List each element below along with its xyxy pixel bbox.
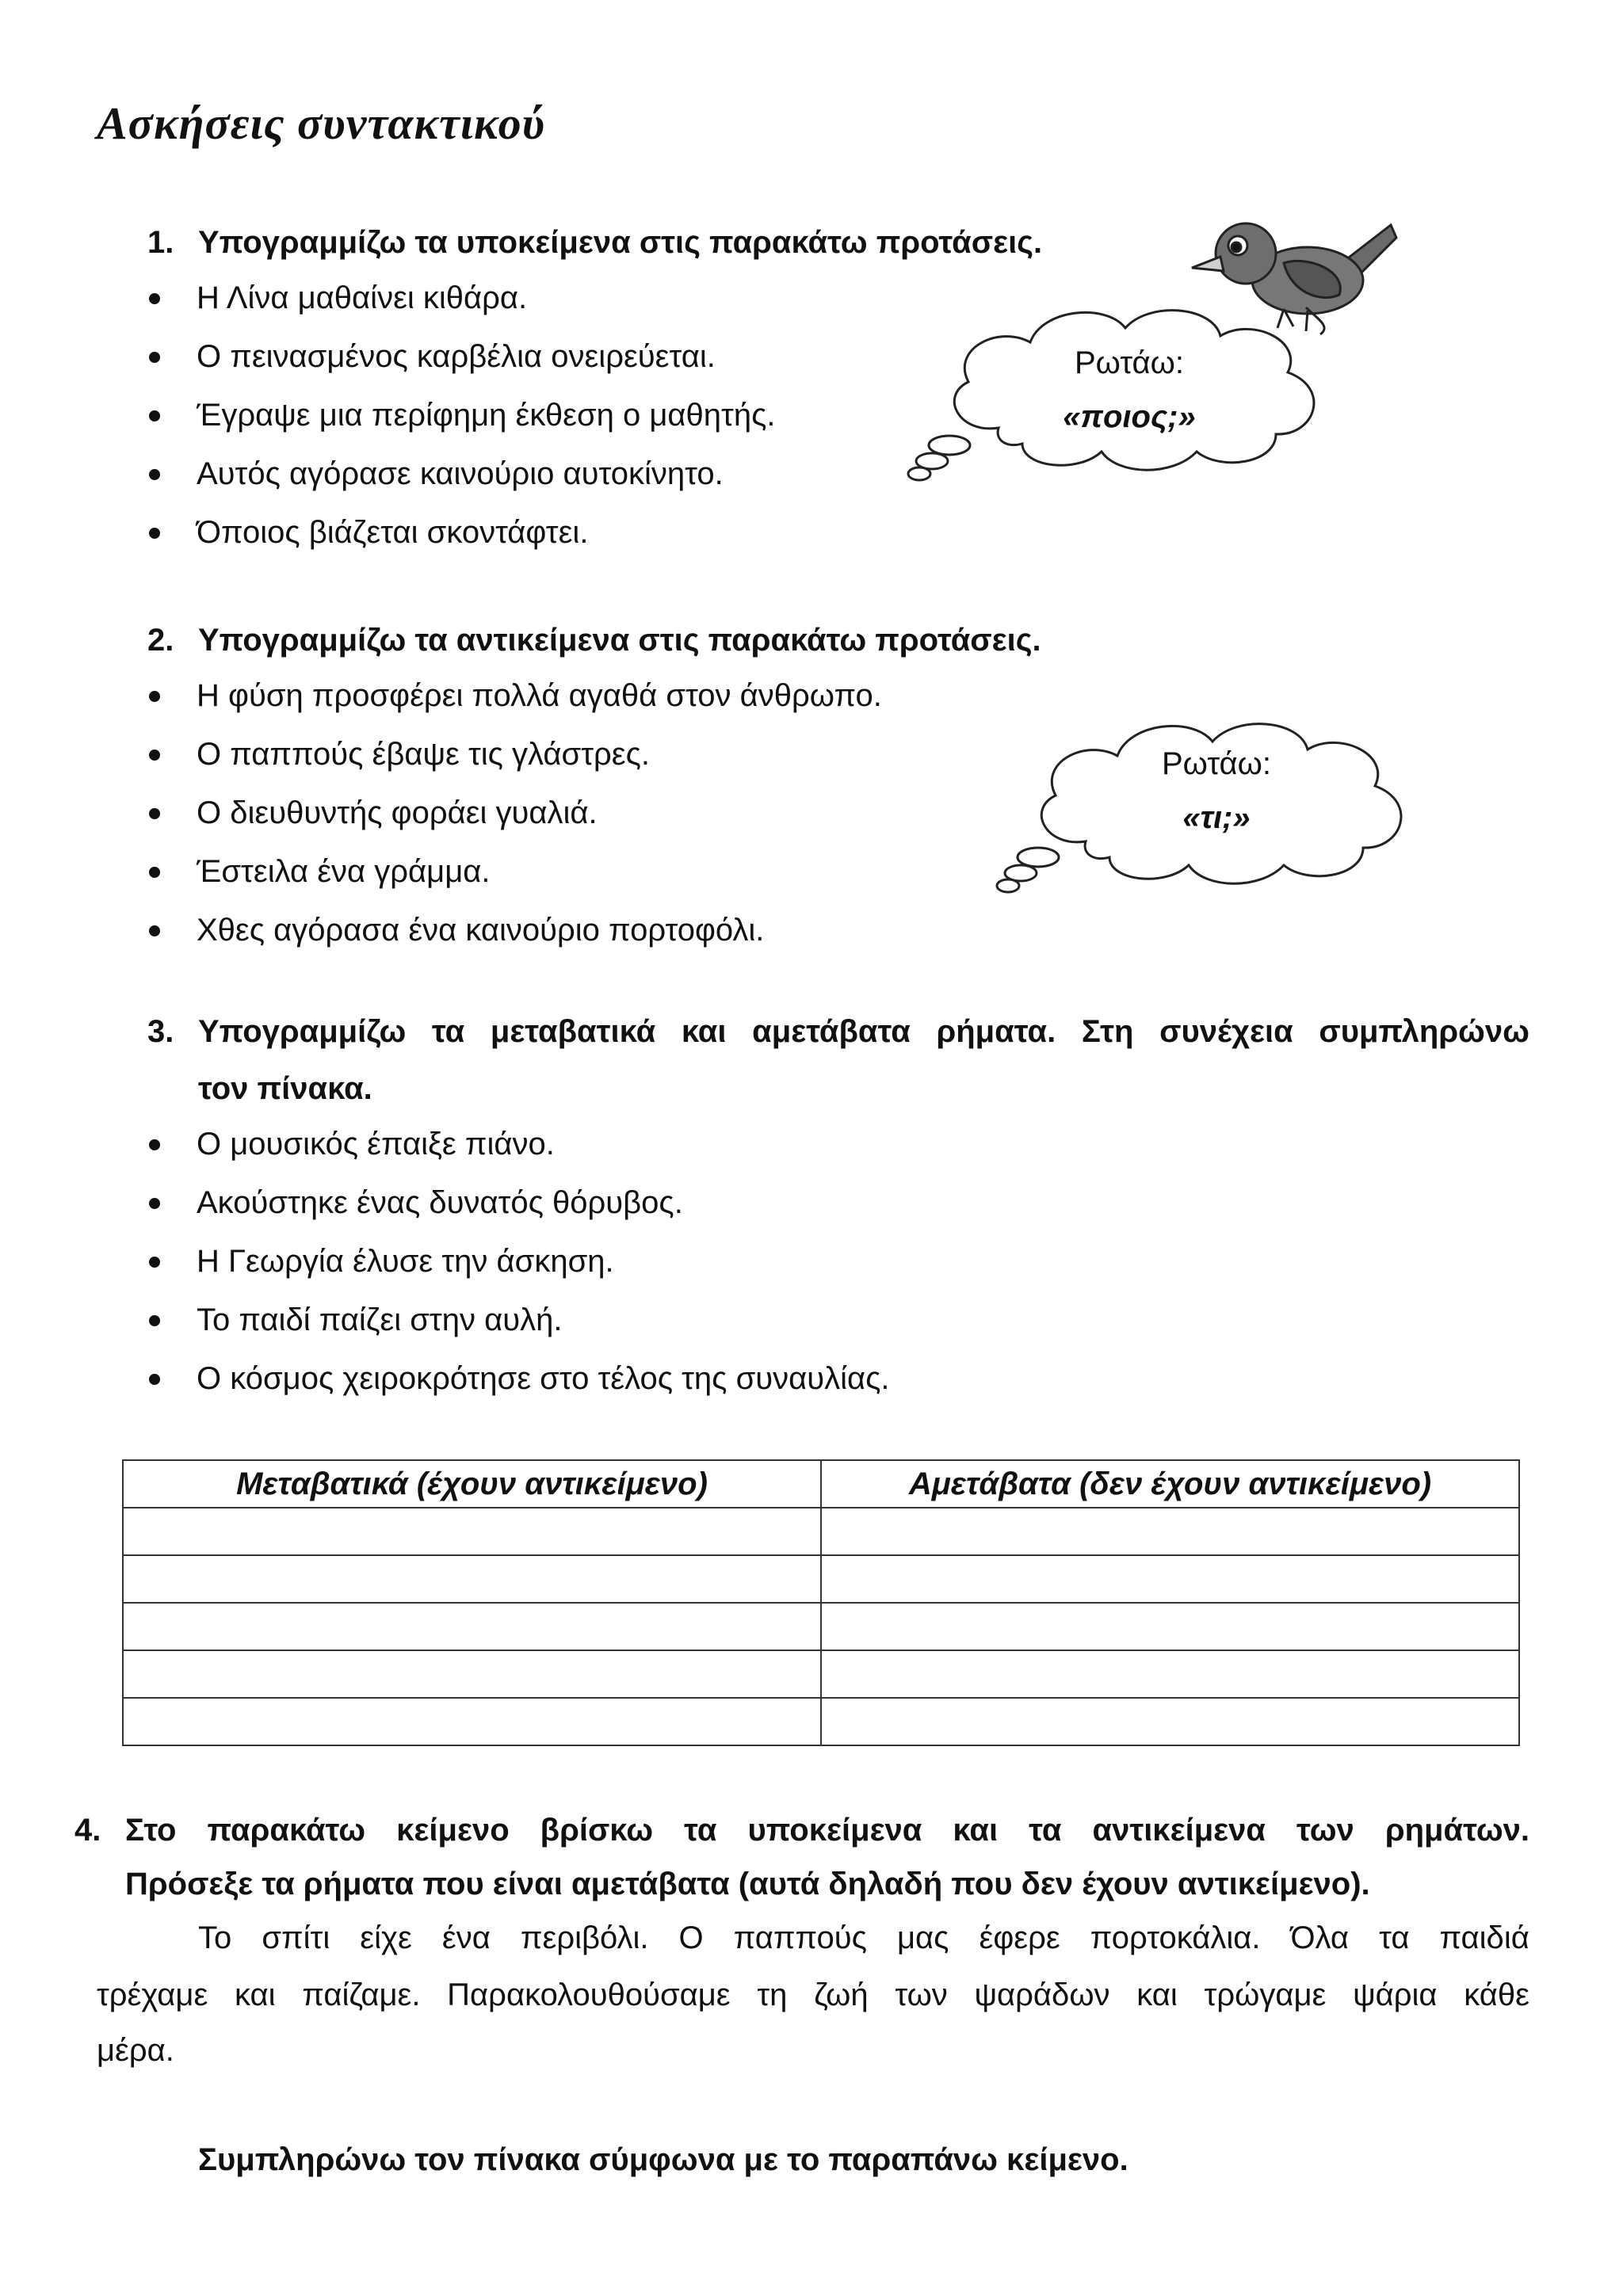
bullet-icon <box>149 293 160 304</box>
bird-icon <box>1189 208 1403 342</box>
exercise-3-number: 3. <box>147 1014 174 1049</box>
table-cell[interactable] <box>821 1698 1519 1745</box>
exercise-4-paragraph-line2: τρέχαμε και παίζαμε. Παρακολουθούσαμε τη ζωή των ψαράδων και τρώγαμε ψάρια κάθε <box>97 1978 1529 2012</box>
bullet-icon <box>149 1139 160 1150</box>
table-cell[interactable] <box>821 1555 1519 1603</box>
exercise-4-instruction: Στο παρακάτω κείμενο βρίσκω τα υποκείμενα και τα αντικείμενα των ρημάτων. <box>125 1813 1529 1848</box>
bullet-icon <box>149 867 160 878</box>
cloud-1-line1: Ρωτάω: <box>1074 345 1185 380</box>
table-row <box>123 1650 1519 1698</box>
cloud-2-line1: Ρωτάω: <box>1161 746 1272 781</box>
table-header-intransitive: Αμετάβατα (δεν έχουν αντικείμενο) <box>821 1460 1519 1508</box>
bullet-icon <box>149 528 160 539</box>
bullet-icon <box>149 925 160 936</box>
list-item: Η Λίνα μαθαίνει κιθάρα. <box>149 280 527 316</box>
page-title: Ασκήσεις συντακτικού <box>97 97 546 149</box>
bullet-icon <box>149 469 160 480</box>
list-item: Ο κόσμος χειροκρότησε στο τέλος της συναυλίας. <box>149 1361 890 1397</box>
bullet-icon <box>149 749 160 761</box>
bullet-icon <box>149 410 160 421</box>
list-item: Ο διευθυντής φοράει γυαλιά. <box>149 795 598 831</box>
bullet-icon <box>149 352 160 363</box>
table-header-row <box>123 1460 1519 1508</box>
list-item: Ο μουσικός έπαιξε πιάνο. <box>149 1127 555 1162</box>
cloud-1-line2: «ποιος;» <box>1063 399 1196 434</box>
table-cell[interactable] <box>123 1508 821 1555</box>
table-cell[interactable] <box>123 1650 821 1698</box>
exercise-4-instruction-cont: Πρόσεξε τα ρήματα που είναι αμετάβατα (αυτά δηλαδή που δεν έχουν αντικείμενο). <box>125 1867 1370 1901</box>
table-cell[interactable] <box>821 1650 1519 1698</box>
bullet-icon <box>149 808 160 819</box>
list-item: Το παιδί παίζει στην αυλή. <box>149 1302 562 1338</box>
table-cell[interactable] <box>821 1508 1519 1555</box>
list-item: Όποιος βιάζεται σκοντάφτει. <box>149 515 588 551</box>
list-item: Έγραψε μια περίφημη έκθεση ο μαθητής. <box>149 398 775 433</box>
table-row <box>123 1555 1519 1603</box>
list-item: Ο παππούς έβαψε τις γλάστρες. <box>149 737 650 772</box>
table-row <box>123 1698 1519 1745</box>
exercise-3-instruction-cont: τον πίνακα. <box>198 1071 372 1106</box>
list-item: Ο πεινασμένος καρβέλια ονειρεύεται. <box>149 339 716 375</box>
list-item: Χθες αγόρασα ένα καινούριο πορτοφόλι. <box>149 913 764 948</box>
table-row <box>123 1603 1519 1650</box>
bullet-icon <box>149 691 160 702</box>
exercise-4-number: 4. <box>74 1813 101 1848</box>
list-item: Η Γεωργία έλυσε την άσκηση. <box>149 1244 614 1280</box>
exercise-4-final-instruction: Συμπληρώνω τον πίνακα σύμφωνα με το παραπάνω κείμενο. <box>198 2142 1128 2177</box>
exercise-4-paragraph-line1: Το σπίτι είχε ένα περιβόλι. Ο παππούς μας έφερε πορτοκάλια. Όλα τα παιδιά <box>198 1920 1529 1955</box>
table-cell[interactable] <box>123 1698 821 1745</box>
bullet-icon <box>149 1315 160 1326</box>
table-cell[interactable] <box>821 1603 1519 1650</box>
table-header-transitive: Μεταβατικά (έχουν αντικείμενο) <box>123 1460 821 1508</box>
bullet-icon <box>149 1198 160 1209</box>
exercise-3-instruction: Υπογραμμίζω τα μεταβατικά και αμετάβατα ρήματα. Στη συνέχεια συμπληρώνω <box>198 1014 1529 1049</box>
bullet-icon <box>149 1257 160 1268</box>
table-row <box>123 1508 1519 1555</box>
exercise-1-instruction: Υπογραμμίζω τα υποκείμενα στις παρακάτω προτάσεις. <box>198 225 1043 260</box>
exercise-1-number: 1. <box>147 225 174 260</box>
list-item: Αυτός αγόρασε καινούριο αυτοκίνητο. <box>149 456 724 492</box>
exercise-2-number: 2. <box>147 623 174 658</box>
cloud-2-line2: «τι;» <box>1182 800 1251 835</box>
list-item: Η φύση προσφέρει πολλά αγαθά στον άνθρωπο. <box>149 678 882 714</box>
exercise-2-instruction: Υπογραμμίζω τα αντικείμενα στις παρακάτω προτάσεις. <box>198 623 1041 658</box>
answer-table <box>122 1459 1520 1746</box>
table-cell[interactable] <box>123 1555 821 1603</box>
list-item: Έστειλα ένα γράμμα. <box>149 854 491 890</box>
list-item: Ακούστηκε ένας δυνατός θόρυβος. <box>149 1185 683 1221</box>
table-cell[interactable] <box>123 1603 821 1650</box>
bullet-icon <box>149 1374 160 1385</box>
exercise-4-paragraph-line3: μέρα. <box>97 2033 174 2068</box>
